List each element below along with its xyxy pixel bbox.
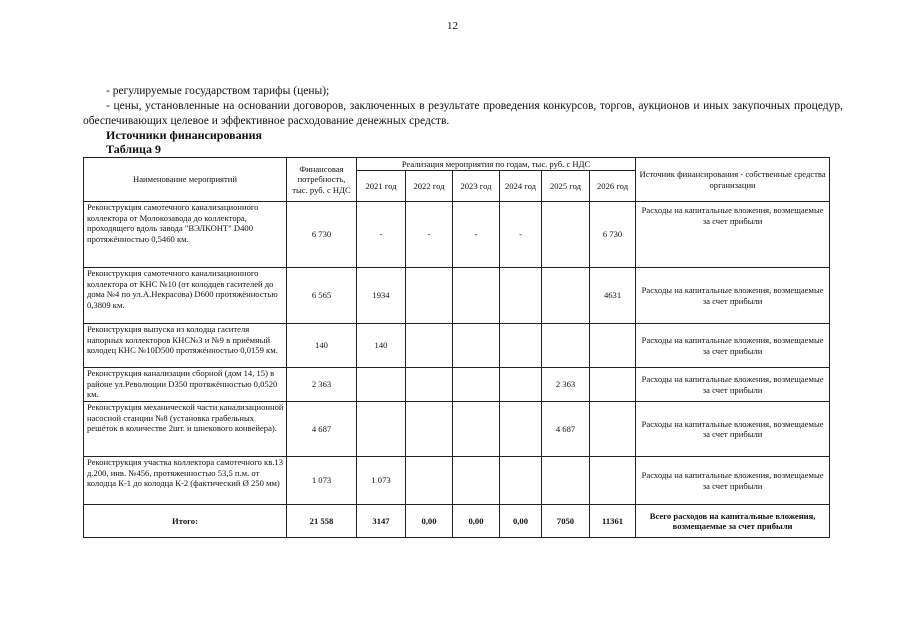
row-need: 6 565 [287, 268, 357, 324]
row-year-value: - [357, 202, 406, 268]
row-year-value [406, 324, 453, 368]
row-need: 1 073 [287, 457, 357, 505]
row-source: Расходы на капитальные вложения, возмещаемые за счет прибыли [636, 402, 830, 457]
row-year-value [406, 268, 453, 324]
row-name: Реконструкция механической части канализационной насосной станции №8 (установка грабельных решёток в количестве 2шт. и шнекового конвейера). [84, 402, 287, 457]
row-source: Расходы на капитальные вложения, возмещаемые за счет прибыли [636, 202, 830, 268]
row-year-value [542, 457, 590, 505]
row-year-value: - [453, 202, 500, 268]
total-year-value: 0,00 [406, 505, 453, 538]
row-year-value [406, 368, 453, 402]
table-row [84, 402, 830, 457]
total-row [84, 505, 830, 538]
header-name: Наименование мероприятий [84, 158, 287, 202]
section-title: Источники финансирования [106, 128, 262, 142]
row-year-value [590, 402, 636, 457]
intro-line-2: - цены, установленные на основании договоров, заключенных в результате проведения конкурсов, торгов, аукционов и иных закупочных процедур, обеспечивающих целевое и эффективное расходование денежных средств. [83, 100, 843, 127]
total-source: Всего расходов на капитальные вложения, возмещаемые за счет прибыли [636, 505, 830, 538]
table-title: Таблица 9 [106, 142, 161, 156]
header-source: Источник финансирования - собственные средства организации [636, 158, 830, 202]
financing-table [83, 157, 830, 538]
row-year-value [590, 324, 636, 368]
row-year-value [406, 457, 453, 505]
header-year: 2023 год [453, 171, 500, 202]
header-year: 2026 год [590, 171, 636, 202]
header-year: 2021 год [357, 171, 406, 202]
row-year-value: 1 073 [357, 457, 406, 505]
row-year-value [453, 457, 500, 505]
row-year-value: - [500, 202, 542, 268]
page-number: 12 [447, 20, 458, 32]
header-year: 2024 год [500, 171, 542, 202]
row-year-value [453, 368, 500, 402]
row-need: 6 730 [287, 202, 357, 268]
row-name: Реконструкция канализации сборной (дом 14, 15) в районе ул.Революции D350 протяжённостью 0,0520 км. [84, 368, 287, 402]
table-row [84, 324, 830, 368]
row-year-value: 4631 [590, 268, 636, 324]
row-need: 140 [287, 324, 357, 368]
total-year-value: 0,00 [500, 505, 542, 538]
row-year-value: 140 [357, 324, 406, 368]
row-year-value [357, 368, 406, 402]
total-year-value: 3147 [357, 505, 406, 538]
row-year-value [500, 402, 542, 457]
row-need: 2 363 [287, 368, 357, 402]
row-source: Расходы на капитальные вложения, возмещаемые за счет прибыли [636, 268, 830, 324]
total-need: 21 558 [287, 505, 357, 538]
row-year-value [542, 268, 590, 324]
row-year-value [542, 202, 590, 268]
row-year-value [590, 368, 636, 402]
total-label: Итого: [84, 505, 287, 538]
row-need: 4 687 [287, 402, 357, 457]
total-year-value: 7050 [542, 505, 590, 538]
row-year-value [542, 324, 590, 368]
row-year-value: 4 687 [542, 402, 590, 457]
row-name: Реконструкция участка коллектора самотечного кв.13 д.200, инв. №456, протяженностью 53,5 п.м. от колодца К-1 до колодца К-2 (фактический Ø 250 мм) [84, 457, 287, 505]
table-row [84, 368, 830, 402]
header-year: 2025 год [542, 171, 590, 202]
row-year-value [453, 324, 500, 368]
row-year-value [500, 324, 542, 368]
row-year-value [357, 402, 406, 457]
row-year-value [500, 268, 542, 324]
row-year-value: 2 363 [542, 368, 590, 402]
row-year-value: 6 730 [590, 202, 636, 268]
table-row [84, 268, 830, 324]
row-year-value [406, 402, 453, 457]
row-source: Расходы на капитальные вложения, возмещаемые за счет прибыли [636, 324, 830, 368]
row-name: Реконструкция выпуска из колодца гасителя напорных коллекторов КНС№3 и №9 в приёмный колодец КНС №10D500 протяжённостью 0,0159 км. [84, 324, 287, 368]
row-name: Реконструкция самотечного канализационного коллектора от КНС №10 (от колодцев гасителей до дома №4 по ул.А.Некрасова) D600 протяжённостью 0,3809 км. [84, 268, 287, 324]
row-year-value: - [406, 202, 453, 268]
total-year-value: 0,00 [453, 505, 500, 538]
row-source: Расходы на капитальные вложения, возмещаемые за счет прибыли [636, 368, 830, 402]
header-need: Финансовая потребность, тыс. руб. с НДС [287, 158, 357, 202]
total-year-value: 11361 [590, 505, 636, 538]
table-row [84, 202, 830, 268]
row-year-value: 1934 [357, 268, 406, 324]
table-row [84, 457, 830, 505]
row-source: Расходы на капитальные вложения, возмещаемые за счет прибыли [636, 457, 830, 505]
header-year: 2022 год [406, 171, 453, 202]
intro-line-1: - регулируемые государством тарифы (цены); [106, 85, 330, 97]
row-year-value [453, 402, 500, 457]
row-year-value [500, 457, 542, 505]
header-realization: Реализация мероприятия по годам, тыс. руб. с НДС [357, 158, 636, 171]
row-name: Реконструкция самотечного канализационного коллектора от Молокозавода до коллектора, проходящего вдоль завода "ВЭЛКОНТ" D400 протяжённостью 0,5460 км. [84, 202, 287, 268]
row-year-value [590, 457, 636, 505]
row-year-value [453, 268, 500, 324]
row-year-value [500, 368, 542, 402]
